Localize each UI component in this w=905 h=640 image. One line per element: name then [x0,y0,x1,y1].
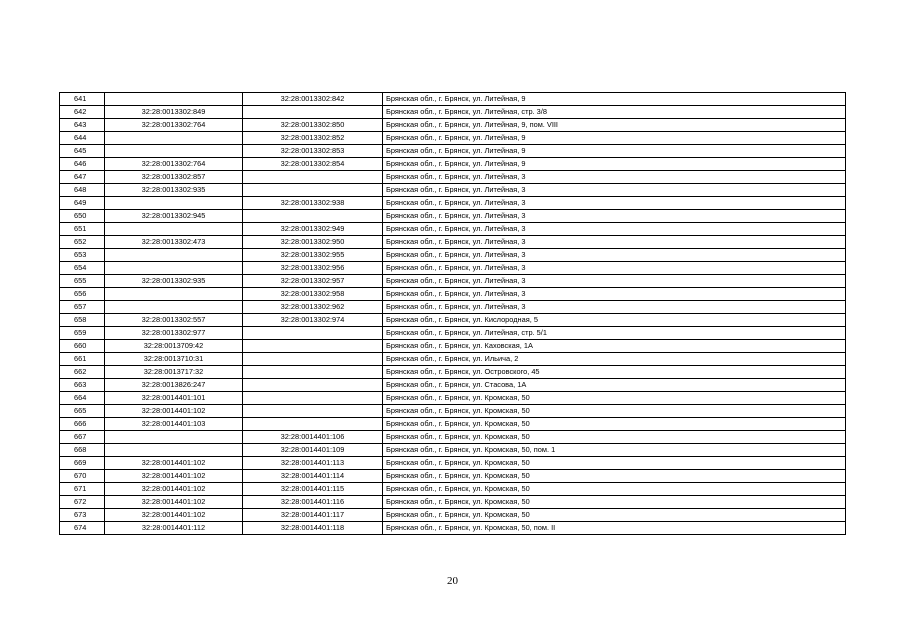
address-cell: Брянская обл., г. Брянск, ул. Кромская, 50 [383,405,846,418]
address-cell: Брянская обл., г. Брянск, ул. Кромская, 50 [383,457,846,470]
address-cell: Брянская обл., г. Брянск, ул. Литейная, стр. 5/1 [383,327,846,340]
cadastral-number-b-cell [243,184,383,197]
address-cell: Брянская обл., г. Брянск, ул. Кромская, 50 [383,483,846,496]
row-number-cell: 647 [60,171,105,184]
table-row [60,327,846,340]
address-cell: Брянская обл., г. Брянск, ул. Литейная, 3 [383,275,846,288]
table-row [60,522,846,535]
cadastral-number-a-cell [105,132,243,145]
cadastral-number-b-cell: 32:28:0013302:950 [243,236,383,249]
address-cell: Брянская обл., г. Брянск, ул. Стасова, 1А [383,379,846,392]
row-number-cell: 667 [60,431,105,444]
cadastral-number-a-cell [105,301,243,314]
cadastral-number-a-cell: 32:28:0014401:102 [105,405,243,418]
cadastral-number-b-cell: 32:28:0013302:853 [243,145,383,158]
cadastral-number-a-cell: 32:28:0013302:935 [105,184,243,197]
cadastral-number-b-cell: 32:28:0013302:852 [243,132,383,145]
address-cell: Брянская обл., г. Брянск, ул. Литейная, 3 [383,171,846,184]
row-number-cell: 649 [60,197,105,210]
cadastral-number-b-cell [243,405,383,418]
cadastral-number-b-cell: 32:28:0013302:938 [243,197,383,210]
table-row [60,366,846,379]
table-row [60,262,846,275]
cadastral-number-a-cell [105,249,243,262]
table-row [60,483,846,496]
cadastral-number-a-cell: 32:28:0014401:102 [105,483,243,496]
table-row [60,509,846,522]
row-number-cell: 643 [60,119,105,132]
cadastral-number-b-cell: 32:28:0014401:109 [243,444,383,457]
row-number-cell: 661 [60,353,105,366]
row-number-cell: 669 [60,457,105,470]
cadastral-number-a-cell: 32:28:0013302:473 [105,236,243,249]
table-row [60,106,846,119]
address-cell: Брянская обл., г. Брянск, ул. Кромская, 50 [383,392,846,405]
cadastral-number-b-cell: 32:28:0014401:114 [243,470,383,483]
address-cell: Брянская обл., г. Брянск, ул. Кромская, 50 [383,431,846,444]
table-row [60,392,846,405]
table-row [60,184,846,197]
table-row [60,301,846,314]
address-cell: Брянская обл., г. Брянск, ул. Кромская, 50 [383,470,846,483]
table-row [60,249,846,262]
row-number-cell: 671 [60,483,105,496]
cadastral-number-a-cell [105,262,243,275]
cadastral-number-a-cell [105,197,243,210]
cadastral-number-a-cell: 32:28:0013302:945 [105,210,243,223]
row-number-cell: 664 [60,392,105,405]
table-row [60,197,846,210]
table-row [60,145,846,158]
table-row [60,132,846,145]
row-number-cell: 659 [60,327,105,340]
cadastral-number-b-cell [243,327,383,340]
cadastral-number-a-cell [105,145,243,158]
row-number-cell: 657 [60,301,105,314]
address-cell: Брянская обл., г. Брянск, ул. Литейная, 9 [383,132,846,145]
table-row [60,119,846,132]
cadastral-number-b-cell: 32:28:0013302:974 [243,314,383,327]
table-row [60,379,846,392]
cadastral-number-a-cell [105,93,243,106]
address-cell: Брянская обл., г. Брянск, ул. Кромская, 50, пом. 1 [383,444,846,457]
cadastral-number-a-cell [105,431,243,444]
row-number-cell: 645 [60,145,105,158]
cadastral-number-b-cell: 32:28:0013302:949 [243,223,383,236]
cadastral-number-a-cell: 32:28:0014401:103 [105,418,243,431]
address-cell: Брянская обл., г. Брянск, ул. Кислородная, 5 [383,314,846,327]
cadastral-number-a-cell: 32:28:0013302:935 [105,275,243,288]
table-row [60,275,846,288]
address-cell: Брянская обл., г. Брянск, ул. Каховская, 1А [383,340,846,353]
table-row [60,93,846,106]
address-cell: Брянская обл., г. Брянск, ул. Островского, 45 [383,366,846,379]
address-cell: Брянская обл., г. Брянск, ул. Литейная, 9 [383,158,846,171]
cadastral-number-b-cell: 32:28:0013302:850 [243,119,383,132]
row-number-cell: 665 [60,405,105,418]
table-row [60,314,846,327]
cadastral-number-b-cell: 32:28:0013302:957 [243,275,383,288]
cadastral-number-b-cell: 32:28:0014401:116 [243,496,383,509]
cadastral-number-a-cell: 32:28:0014401:102 [105,496,243,509]
cadastral-number-b-cell [243,171,383,184]
cadastral-number-a-cell: 32:28:0013826:247 [105,379,243,392]
cadastral-number-b-cell: 32:28:0014401:113 [243,457,383,470]
table-row [60,353,846,366]
row-number-cell: 646 [60,158,105,171]
row-number-cell: 648 [60,184,105,197]
table-row [60,405,846,418]
cadastral-number-b-cell [243,353,383,366]
cadastral-number-a-cell: 32:28:0014401:102 [105,457,243,470]
row-number-cell: 658 [60,314,105,327]
address-cell: Брянская обл., г. Брянск, ул. Литейная, 3 [383,236,846,249]
address-cell: Брянская обл., г. Брянск, ул. Литейная, 3 [383,301,846,314]
cadastral-number-a-cell: 32:28:0014401:102 [105,470,243,483]
row-number-cell: 652 [60,236,105,249]
row-number-cell: 666 [60,418,105,431]
cadastral-number-a-cell: 32:28:0013302:764 [105,119,243,132]
table-row [60,418,846,431]
cadastral-number-b-cell: 32:28:0013302:842 [243,93,383,106]
cadastral-number-a-cell: 32:28:0013302:977 [105,327,243,340]
address-cell: Брянская обл., г. Брянск, ул. Литейная, 3 [383,223,846,236]
cadastral-number-b-cell [243,210,383,223]
cadastral-number-a-cell: 32:28:0013710:31 [105,353,243,366]
address-cell: Брянская обл., г. Брянск, ул. Литейная, 9 [383,93,846,106]
table-row [60,171,846,184]
cadastral-number-b-cell [243,106,383,119]
cadastral-number-b-cell: 32:28:0013302:958 [243,288,383,301]
cadastral-number-b-cell: 32:28:0013302:962 [243,301,383,314]
cadastral-number-b-cell [243,340,383,353]
page-number: 20 [447,575,458,587]
row-number-cell: 673 [60,509,105,522]
row-number-cell: 655 [60,275,105,288]
cadastral-number-a-cell: 32:28:0014401:101 [105,392,243,405]
table-row [60,431,846,444]
cadastral-number-b-cell: 32:28:0013302:955 [243,249,383,262]
cadastral-number-b-cell: 32:28:0013302:854 [243,158,383,171]
address-cell: Брянская обл., г. Брянск, ул. Литейная, 3 [383,262,846,275]
cadastral-number-b-cell: 32:28:0014401:115 [243,483,383,496]
address-cell: Брянская обл., г. Брянск, ул. Литейная, 3 [383,249,846,262]
cadastral-number-b-cell: 32:28:0014401:117 [243,509,383,522]
cadastral-number-b-cell [243,418,383,431]
row-number-cell: 674 [60,522,105,535]
row-number-cell: 672 [60,496,105,509]
address-cell: Брянская обл., г. Брянск, ул. Кромская, 50 [383,418,846,431]
table-row [60,470,846,483]
address-cell: Брянская обл., г. Брянск, ул. Литейная, 3 [383,197,846,210]
row-number-cell: 656 [60,288,105,301]
table-row [60,496,846,509]
row-number-cell: 650 [60,210,105,223]
table-row [60,457,846,470]
table-row [60,444,846,457]
registry-table [59,92,846,535]
row-number-cell: 670 [60,470,105,483]
cadastral-number-a-cell: 32:28:0014401:112 [105,522,243,535]
cadastral-number-a-cell [105,444,243,457]
table-row [60,236,846,249]
address-cell: Брянская обл., г. Брянск, ул. Литейная, 3 [383,288,846,301]
row-number-cell: 668 [60,444,105,457]
address-cell: Брянская обл., г. Брянск, ул. Литейная, 9, пом. VIII [383,119,846,132]
cadastral-number-b-cell [243,379,383,392]
row-number-cell: 651 [60,223,105,236]
address-cell: Брянская обл., г. Брянск, ул. Литейная, стр. 3/8 [383,106,846,119]
row-number-cell: 641 [60,93,105,106]
cadastral-number-b-cell: 32:28:0013302:956 [243,262,383,275]
address-cell: Брянская обл., г. Брянск, ул. Литейная, 9 [383,145,846,158]
table-row [60,288,846,301]
table-row [60,223,846,236]
cadastral-number-a-cell: 32:28:0013302:849 [105,106,243,119]
table-row [60,158,846,171]
row-number-cell: 642 [60,106,105,119]
cadastral-number-b-cell: 32:28:0014401:118 [243,522,383,535]
row-number-cell: 663 [60,379,105,392]
address-cell: Брянская обл., г. Брянск, ул. Кромская, 50, пом. II [383,522,846,535]
cadastral-number-b-cell [243,366,383,379]
cadastral-number-a-cell: 32:28:0013302:857 [105,171,243,184]
row-number-cell: 644 [60,132,105,145]
address-cell: Брянская обл., г. Брянск, ул. Литейная, 3 [383,184,846,197]
cadastral-number-a-cell: 32:28:0013709:42 [105,340,243,353]
table-row [60,210,846,223]
cadastral-number-b-cell [243,392,383,405]
cadastral-number-a-cell [105,288,243,301]
cadastral-number-a-cell: 32:28:0013717:32 [105,366,243,379]
address-cell: Брянская обл., г. Брянск, ул. Литейная, 3 [383,210,846,223]
address-cell: Брянская обл., г. Брянск, ул. Кромская, 50 [383,509,846,522]
row-number-cell: 660 [60,340,105,353]
row-number-cell: 662 [60,366,105,379]
cadastral-number-a-cell: 32:28:0013302:764 [105,158,243,171]
cadastral-number-a-cell: 32:28:0014401:102 [105,509,243,522]
row-number-cell: 654 [60,262,105,275]
address-cell: Брянская обл., г. Брянск, ул. Кромская, 50 [383,496,846,509]
cadastral-number-b-cell: 32:28:0014401:106 [243,431,383,444]
cadastral-number-a-cell: 32:28:0013302:557 [105,314,243,327]
registry-table-body [60,93,846,535]
cadastral-number-a-cell [105,223,243,236]
row-number-cell: 653 [60,249,105,262]
address-cell: Брянская обл., г. Брянск, ул. Ильича, 2 [383,353,846,366]
table-row [60,340,846,353]
